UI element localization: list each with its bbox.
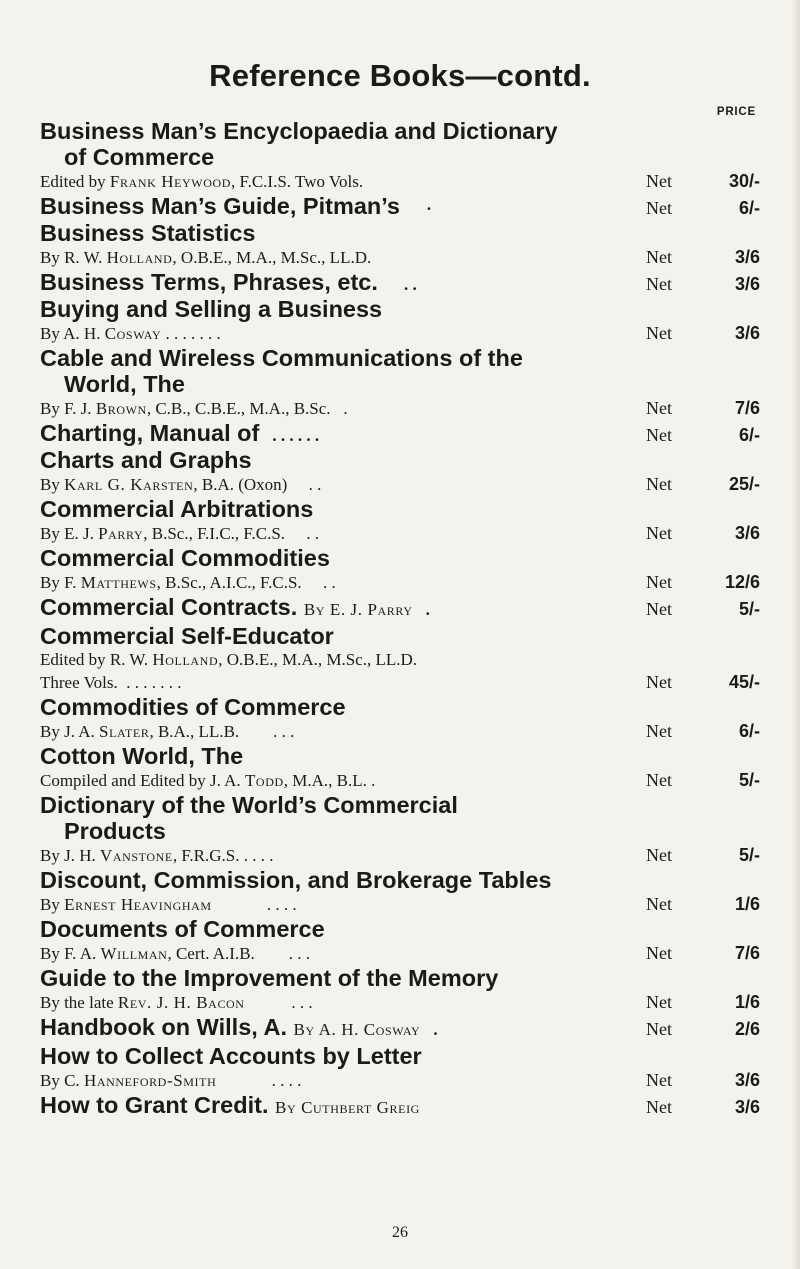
leader-dots: . .: [322, 573, 336, 592]
price: 45/-: [728, 672, 760, 692]
author-name: By A. H. Cosway: [293, 1020, 421, 1039]
book-title-continued: Products: [64, 818, 166, 844]
book-details: [40, 769, 760, 792]
book-title: Commercial Contracts.: [40, 594, 298, 620]
credentials: , C.B., C.B.E., M.A., B.Sc.: [146, 399, 331, 418]
price: 3/6: [734, 247, 760, 267]
author-name: Holland: [152, 650, 219, 669]
book-title: Commercial Commodities: [40, 545, 330, 571]
leader-dots: .: [433, 1020, 438, 1039]
book-title: Charts and Graphs: [40, 447, 252, 473]
book-title: How to Grant Credit.: [40, 1092, 269, 1118]
byline: By F. A.: [40, 944, 101, 963]
book-entry: [40, 269, 760, 296]
price: 6/-: [738, 425, 760, 445]
net-label: Net: [646, 523, 672, 543]
price: 6/-: [738, 721, 760, 741]
book-title-continued: World, The: [64, 371, 185, 397]
page-number: 26: [392, 1224, 408, 1241]
book-title: Cable and Wireless Communications of the: [40, 345, 523, 371]
leader-dots: . .: [306, 524, 320, 543]
book-title: Commercial Self-Educator: [40, 623, 334, 649]
book-title: Dictionary of the World’s Commercial: [40, 792, 458, 818]
byline: By E. J.: [40, 524, 99, 543]
book-title: Guide to the Improvement of the Memory: [40, 965, 499, 991]
book-title: Buying and Selling a Business: [40, 296, 383, 322]
book-details: [40, 397, 760, 420]
price: 1/6: [734, 894, 760, 914]
book-details: [40, 844, 760, 867]
byline: By: [40, 895, 65, 914]
leader-dots: . . . .: [271, 1071, 302, 1090]
book-title: Business Terms, Phrases, etc.: [40, 269, 378, 295]
book-entry: [40, 743, 760, 792]
book-details: [40, 991, 760, 1014]
price: 12/6: [724, 572, 760, 592]
author-name: Brown: [95, 399, 147, 418]
byline: By the late: [40, 993, 118, 1012]
price: 3/6: [734, 1070, 760, 1090]
volume-note: Three Vols.: [40, 673, 118, 692]
credentials: , O.B.E., M.A., M.Sc., LL.D.: [218, 650, 418, 669]
book-title: Business Statistics: [40, 220, 256, 246]
byline: Edited by R. W.: [40, 650, 153, 669]
author-name: Holland: [106, 248, 173, 267]
book-details: [40, 522, 760, 545]
net-label: Net: [646, 721, 672, 741]
book-details: [40, 720, 760, 743]
book-entry: [40, 916, 760, 965]
price: 5/-: [738, 599, 760, 619]
price-column-label: PRICE: [716, 106, 756, 118]
author-name: Cosway: [104, 324, 162, 343]
book-title: Charting, Manual of: [40, 420, 260, 446]
net-label: Net: [646, 398, 672, 418]
book-entry: [40, 545, 760, 594]
byline: By R. W.: [40, 248, 107, 267]
price: 5/-: [738, 845, 760, 865]
leader-dots: . . . . . .: [272, 426, 320, 445]
byline: By: [40, 475, 65, 494]
book-entry: [40, 694, 760, 743]
leader-dots: .: [425, 600, 430, 619]
book-list: [40, 118, 760, 1121]
book-title: Commodities of Commerce: [40, 694, 346, 720]
book-title: Handbook on Wills, A.: [40, 1014, 287, 1040]
credentials: , F.R.G.S. . . . .: [172, 846, 274, 865]
price: 25/-: [728, 474, 760, 494]
book-details: [40, 671, 760, 694]
author-name: Ernest Heavingham: [64, 895, 212, 914]
book-details: [40, 170, 760, 193]
price: 3/6: [734, 1097, 760, 1117]
book-entry: [40, 420, 760, 447]
net-label: Net: [646, 599, 672, 619]
byline: By C.: [40, 1071, 84, 1090]
byline: Compiled and Edited by J. A.: [40, 771, 245, 790]
net-label: Net: [646, 672, 672, 692]
net-label: Net: [646, 1019, 672, 1039]
price: 5/-: [738, 770, 760, 790]
credentials: , B.Sc., A.I.C., F.C.S.: [156, 573, 302, 592]
book-details: [40, 942, 760, 965]
net-label: Net: [646, 425, 672, 445]
book-details: [40, 1069, 760, 1092]
page-heading: Reference Books—contd.: [209, 58, 591, 93]
net-label: Net: [646, 198, 672, 218]
net-label: Net: [646, 474, 672, 494]
credentials: , B.A. (Oxon): [193, 475, 288, 494]
price: 30/-: [728, 171, 760, 191]
editor-line: [40, 649, 760, 671]
leader-dots: . . .: [288, 944, 311, 963]
book-details: [40, 571, 760, 594]
leader-dots: ·: [426, 199, 432, 218]
price: 7/6: [734, 398, 760, 418]
net-label: Net: [646, 171, 672, 191]
book-entry: [40, 345, 760, 420]
net-label: Net: [646, 943, 672, 963]
credentials: , B.Sc., F.I.C., F.C.S.: [143, 524, 286, 543]
book-entry: [40, 447, 760, 496]
author-name: Parry: [98, 524, 144, 543]
price: 3/6: [734, 523, 760, 543]
leader-dots: .: [343, 399, 348, 418]
credentials: , F.C.I.S. Two Vols.: [231, 172, 364, 191]
author-name: Hanneford-Smith: [83, 1071, 217, 1090]
author-name: Willman: [100, 944, 168, 963]
author-name: By E. J. Parry: [303, 600, 413, 619]
book-title: Discount, Commission, and Brokerage Tables: [40, 867, 552, 893]
leader-dots: . .: [404, 275, 417, 294]
book-entry: [40, 296, 760, 345]
byline: By F.: [40, 573, 81, 592]
credentials: , O.B.E., M.A., M.Sc., LL.D.: [172, 248, 372, 267]
book-entry: [40, 118, 760, 193]
book-title: How to Collect Accounts by Letter: [40, 1043, 422, 1069]
leader-dots: . . . . . . .: [126, 673, 182, 692]
book-entry: [40, 220, 760, 269]
price: 7/6: [734, 943, 760, 963]
price: 1/6: [734, 992, 760, 1012]
credentials: , Cert. A.I.B.: [167, 944, 255, 963]
byline: By J. H.: [40, 846, 100, 865]
book-title: Cotton World, The: [40, 743, 244, 769]
book-entry: [40, 867, 760, 916]
leader-dots: . . . . . . .: [161, 324, 221, 343]
author-name: Rev. J. H. Bacon: [117, 993, 245, 1012]
byline: By J. A.: [40, 722, 100, 741]
leader-dots: . . .: [291, 993, 313, 1012]
price: 6/-: [738, 198, 760, 218]
author-name: Frank Heywood: [109, 172, 231, 191]
author-name: Karl G. Karsten: [64, 475, 194, 494]
net-label: Net: [646, 1070, 672, 1090]
book-entry: [40, 594, 760, 623]
book-entry: [40, 623, 760, 694]
net-label: Net: [646, 274, 672, 294]
book-entry: [40, 1014, 760, 1043]
net-label: Net: [646, 894, 672, 914]
net-label: Net: [646, 572, 672, 592]
book-entry: [40, 193, 760, 220]
author-name: Matthews: [80, 573, 157, 592]
page-edge-shadow: [792, 0, 800, 1269]
net-label: Net: [646, 1097, 672, 1117]
author-name: By Cuthbert Greig: [275, 1098, 420, 1117]
price: 3/6: [734, 274, 760, 294]
net-label: Net: [646, 323, 672, 343]
author-name: Todd: [244, 771, 284, 790]
book-entry: [40, 1043, 760, 1092]
book-title-continued: of Commerce: [64, 144, 215, 170]
book-details: [40, 473, 760, 496]
byline: By A. H.: [40, 324, 105, 343]
byline: By F. J.: [40, 399, 96, 418]
book-details: [40, 246, 760, 269]
book-title: Business Man’s Guide, Pitman’s: [40, 193, 400, 219]
net-label: Net: [646, 845, 672, 865]
price: 2/6: [734, 1019, 760, 1039]
book-title: Documents of Commerce: [40, 916, 325, 942]
author-name: Slater: [99, 722, 150, 741]
book-details: [40, 893, 760, 916]
net-label: Net: [646, 770, 672, 790]
book-title: Business Man’s Encyclopaedia and Dictionary: [40, 118, 558, 144]
leader-dots: . . .: [273, 722, 295, 741]
book-entry: [40, 1092, 760, 1121]
price: 3/6: [734, 323, 760, 343]
book-entry: [40, 496, 760, 545]
leader-dots: . .: [308, 475, 322, 494]
book-title: Commercial Arbitrations: [40, 496, 314, 522]
byline: Edited by: [40, 172, 110, 191]
book-details: [40, 322, 760, 345]
leader-dots: . . . .: [266, 895, 297, 914]
book-entry: [40, 965, 760, 1014]
book-entry: [40, 792, 760, 867]
credentials: , B.A., LL.B.: [149, 722, 240, 741]
net-label: Net: [646, 247, 672, 267]
credentials: , M.A., B.L. .: [283, 771, 376, 790]
net-label: Net: [646, 992, 672, 1012]
author-name: Vanstone: [99, 846, 173, 865]
